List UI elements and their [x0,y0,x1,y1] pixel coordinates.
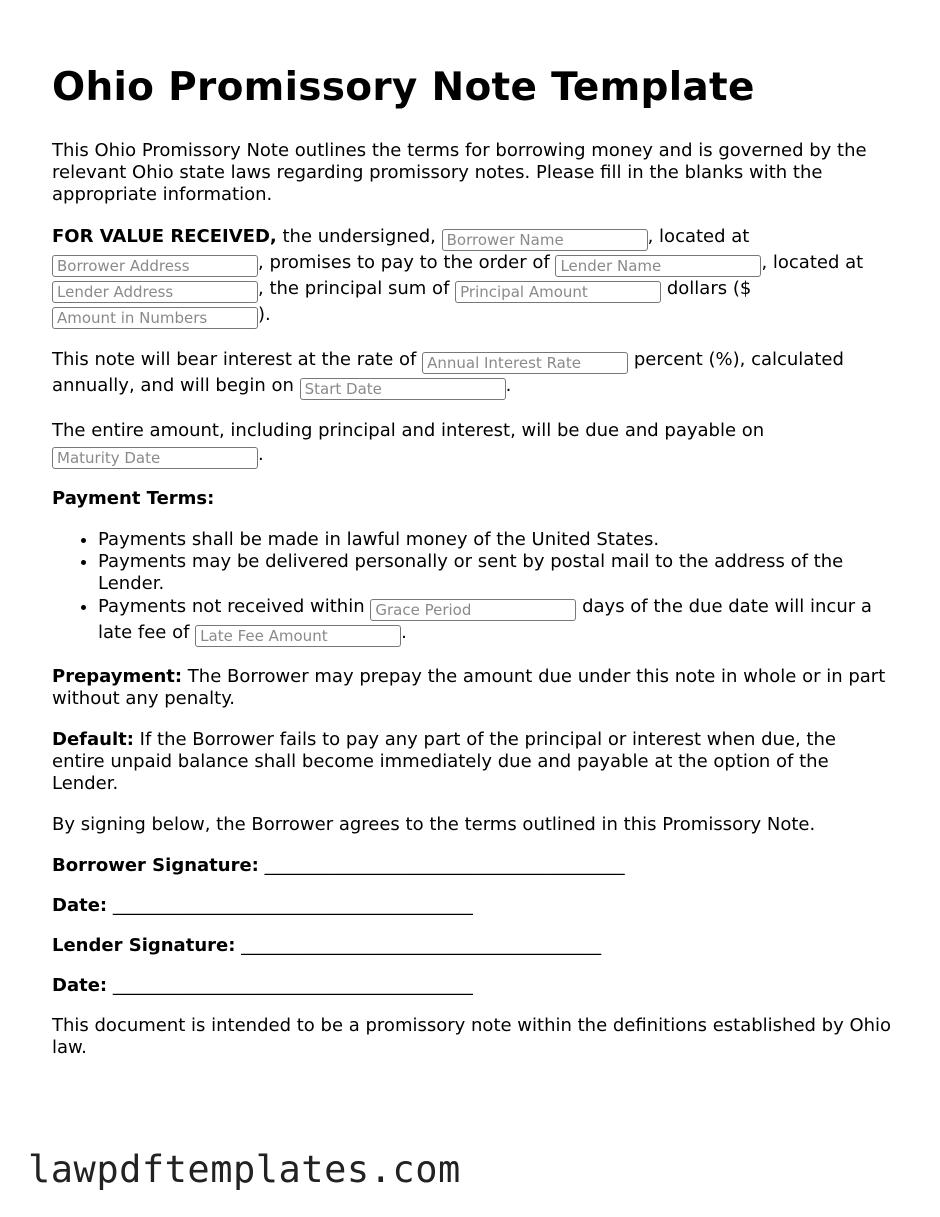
lender-date-line: Date: ________________________________________ [52,975,473,996]
payment-terms-heading: Payment Terms: [52,488,215,509]
lender-signature-line: Lender Signature: ________________________________________ [52,935,602,956]
prepayment-clause: Prepayment: The Borrower may prepay the amount due under this note in whole or in part without any penalty. [52,666,886,709]
lender-address-input[interactable] [52,281,258,303]
start-date-input[interactable] [300,378,506,400]
borrower-date-line: Date: ________________________________________ [52,895,473,916]
closing-statement: This document is intended to be a promissory note within the definitions established by Ohio law. [52,1015,892,1058]
intro-paragraph: This Ohio Promissory Note outlines the terms for borrowing money and is governed by the relevant Ohio state laws regarding promissory notes. Please fill in the blanks with the appropriate information. [52,140,867,205]
payment-term-item: • Payments may be delivered personally or sent by postal mail to the address of the Lender. [98,551,892,595]
value-received-label: FOR VALUE RECEIVED, [52,226,277,247]
borrower-name-input[interactable] [442,229,648,251]
signature-block [52,855,892,997]
default-clause: Default: If the Borrower fails to pay any part of the principal or interest when due, the entire unpaid balance shall become immediately due and payable at the option of the Lender. [52,729,836,794]
borrower-address-input[interactable] [52,255,258,277]
document-page [52,62,892,1078]
site-watermark: lawpdftemplates.com [28,1148,461,1191]
grace-period-input[interactable] [370,599,576,621]
late-fee-input[interactable] [195,625,401,647]
payment-terms-list [52,529,892,647]
value-received-clause: FOR VALUE RECEIVED, the undersigned, Borrower Name , located at Borrower Address, promises to pay to the order of Lender Name , located at Lender Address, the principal sum of Principal Amount dollars ($ Amount in Numbers). [52,225,892,329]
payment-term-item: • Payments shall be made in lawful money of the United States. [98,529,892,551]
lender-name-input[interactable] [555,255,761,277]
interest-clause: This note will bear interest at the rate of Annual Interest Rate percent (%), calculated annually, and will begin on Start Date . [52,348,892,400]
page-title: Ohio Promissory Note Template [52,65,755,110]
amount-in-numbers-input[interactable] [52,307,258,329]
principal-amount-input[interactable] [455,281,661,303]
maturity-clause: The entire amount, including principal and interest, will be due and payable on Maturity Date. [52,419,892,469]
agreement-statement: By signing below, the Borrower agrees to the terms outlined in this Promissory Note. [52,814,816,835]
interest-rate-input[interactable] [422,352,628,374]
borrower-signature-line: Borrower Signature: ________________________________________ [52,855,625,876]
maturity-date-input[interactable] [52,447,258,469]
payment-term-item: • Payments not received within Grace Period days of the due date will incur a late fee of Late Fee Amount . [98,595,892,647]
